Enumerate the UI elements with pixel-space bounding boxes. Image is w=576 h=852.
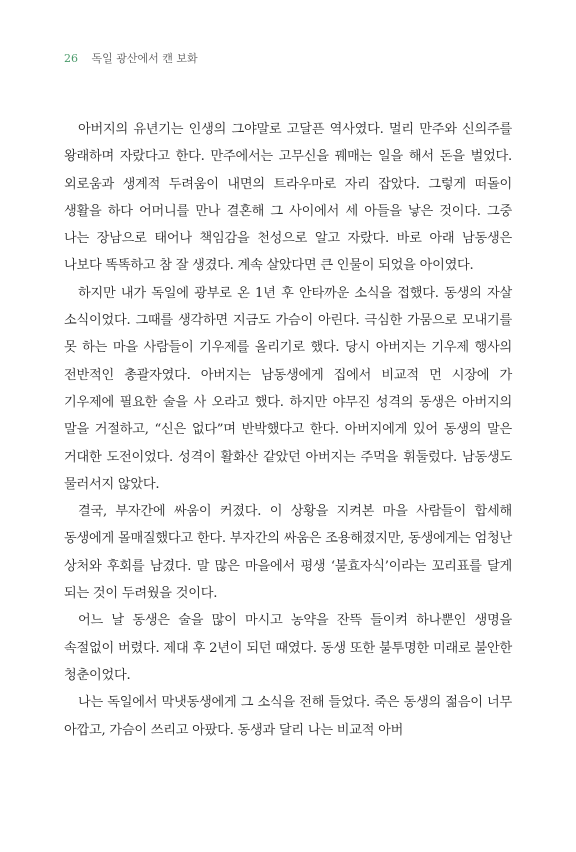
body-text (64, 116, 512, 744)
paragraph-1: 아버지의 유년기는 인생의 그야말로 고달픈 역사였다. 멀리 만주와 신의주를 왕래하며 자랐다고 한다. 만주에서는 고무신을 꿰매는 일을 해서 돈을 벌었다. 외로움과 생계적 두려움이 내면의 트라우마로 자리 잡았다. 그렇게 떠돌이 생활을 하다 어머니를 만나 결혼해 그 사이에서 세 아들을 낳은 것이다. 그중 나는 장남으로 태어나 책임감을 천성으로 알고 자랐다. 바로 아래 남동생은 나보다 똑똑하고 참 잘 생겼다. 계속 살았다면 큰 인물이 되었을 아이였다. (64, 122, 512, 274)
running-header (64, 52, 198, 66)
paragraph-3: 결국, 부자간에 싸움이 커졌다. 이 상황을 지켜본 마을 사람들이 합세해 동생에게 몰매질했다고 한다. 부자간의 싸움은 조용해졌지만, 동생에게는 엄청난 상처와 후회를 남겼다. 말 많은 마을에서 평생 ‘불효자식’이라는 꼬리표를 달게 되는 것이 두려웠을 것이다. (64, 504, 512, 602)
paragraph-5: 나는 독일에서 막냇동생에게 그 소식을 전해 들었다. 죽은 동생의 젊음이 너무 아깝고, 가슴이 쓰리고 아팠다. 동생과 달리 나는 비교적 아버 (64, 695, 512, 738)
paragraph-2: 하지만 내가 독일에 광부로 온 1년 후 안타까운 소식을 접했다. 동생의 자살 소식이었다. 그때를 생각하면 지금도 가슴이 아린다. 극심한 가뭄으로 모내기를 못 하는 마을 사람들이 기우제를 올리기로 했다. 당시 아버지는 기우제 행사의 전반적인 총괄자였다. 아버지는 남동생에게 집에서 비교적 먼 시장에 가 기우제에 필요한 술을 사 오라고 했다. 하지만 야무진 성격의 동생은 아버지의 말을 거절하고, “신은 없다”며 반박했다고 한다. 아버지에게 있어 동생의 말은 거대한 도전이었다. 성격이 활화산 같았던 아버지는 주먹을 휘둘렀다. 남동생도 물러서지 않았다. (64, 285, 512, 492)
page-number: 26 (64, 52, 78, 65)
book-title: 독일 광산에서 캔 보화 (91, 52, 198, 65)
paragraph-4: 어느 날 동생은 술을 많이 마시고 농약을 잔뜩 들이켜 하나뿐인 생명을 속절없이 버렸다. 제대 후 2년이 되던 때였다. 동생 또한 불투명한 미래로 불안한 청춘이었다. (64, 613, 512, 683)
